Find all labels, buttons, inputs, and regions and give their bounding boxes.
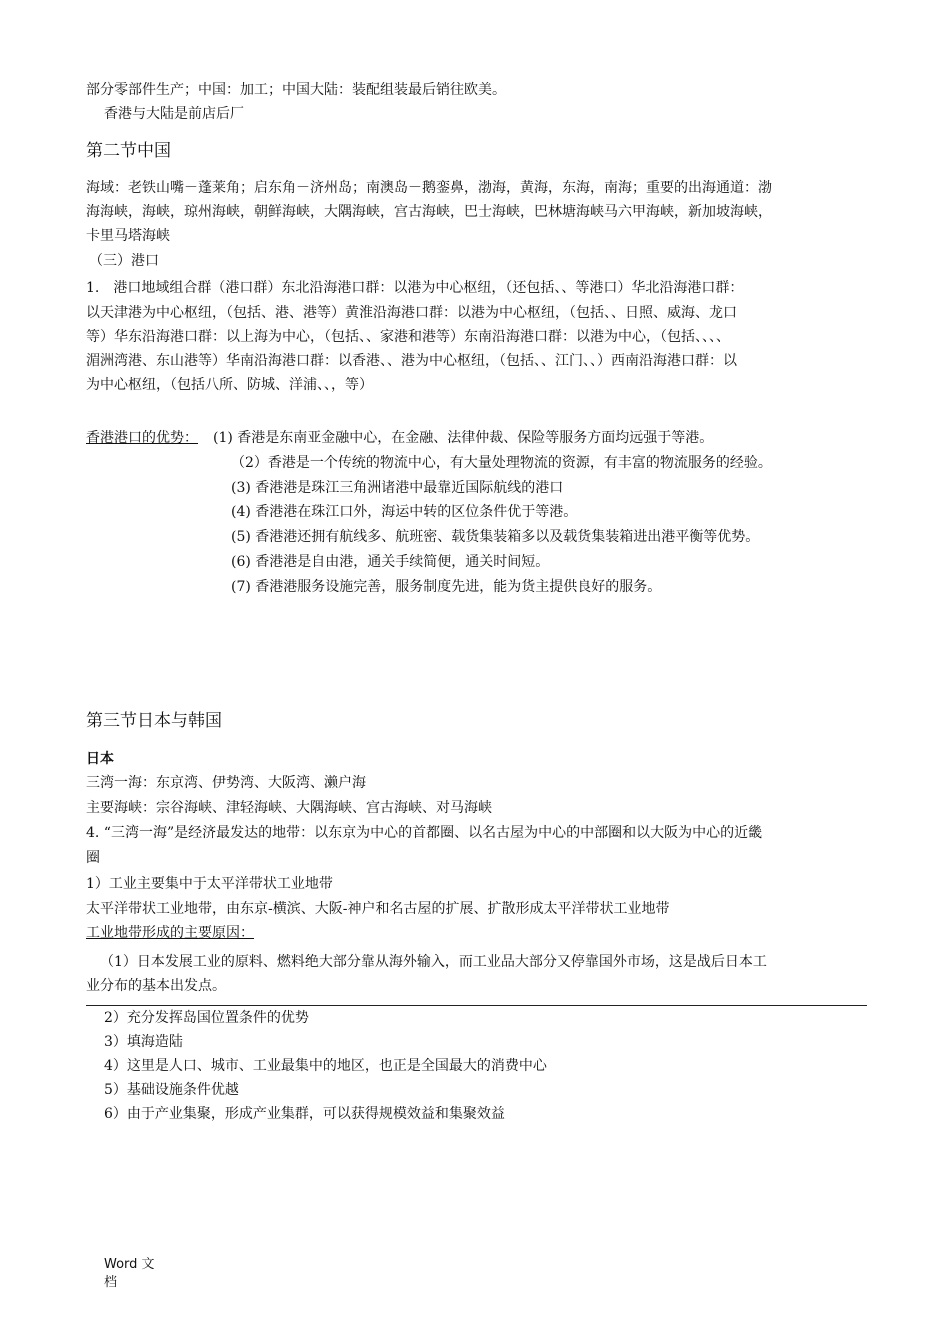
advantage-6: (6) 香港港是自由港，通关手续简便，通关时间短。 [231,554,550,570]
reason-2: 2）充分发挥岛国位置条件的优势 [104,1010,309,1026]
advantage-3: (3) 香港港是珠江三角洲诸港中最靠近国际航线的港口 [231,480,564,496]
footer-line-1: Word 文 [104,1257,155,1272]
reasons-label: 工业地带形成的主要原因： [86,925,254,941]
intro-line-1: 部分零部件生产；中国：加工；中国大陆：装配组装最后销往欧美。 [86,82,506,98]
point-4-line-1: 4. “三湾一海”是经济最发达的地带：以东京为中心的首都圈、以名古屋为中心的中部圈和以大阪为中心的近畿 [86,825,763,841]
ports-line-1: 1. 港口地域组合群（港口群）东北沿海港口群：以港为中心枢纽，（还包括、、等港口）华北沿海港口群： [86,280,744,296]
ports-heading: （三）港口 [89,253,159,269]
advantage-1: (1) 香港是东南亚金融中心，在金融、法律仲裁、保险等服务方面均远强于等港。 [213,430,714,446]
seas-line-2: 海海峡，海峡，琼州海峡，朝鲜海峡，大隅海峡，宫古海峡，巴士海峡，巴林塘海峡马六甲海峡，新加坡海峡， [86,204,772,220]
reason-1-line-2: 业分布的基本出发点。 [86,978,226,994]
reason-1-line-1: （1）日本发展工业的原料、燃料绝大部分靠从海外输入，而工业品大部分又停靠国外市场，这是战后日本工 [100,954,767,970]
industry-point-1: 1）工业主要集中于太平洋带状工业地带 [86,876,333,892]
footer-line-2: 档 [104,1275,118,1290]
ports-line-5: 为中心枢纽，（包括八所、防城、洋浦、、，等） [86,377,373,393]
section-3-title: 第三节日本与韩国 [86,711,222,731]
advantage-2: （2）香港是一个传统的物流中心，有大量处理物流的资源，有丰富的物流服务的经验。 [231,455,772,471]
advantage-5: (5) 香港港还拥有航线多、航班密、载货集装箱多以及载货集装箱进出港平衡等优势。 [231,529,760,545]
bays-line: 三湾一海：东京湾、伊势湾、大阪湾、濑户海 [86,775,366,791]
ports-line-2: 以天津港为中心枢纽，（包括、港、港等）黄淮沿海港口群：以港为中心枢纽，（包括、、日照、威海、龙口 [86,305,737,321]
advantages-label: 香港港口的优势： [86,430,198,446]
japan-heading: 日本 [86,751,114,767]
advantage-4: (4) 香港港在珠江口外，海运中转的区位条件优于等港。 [231,504,578,520]
point-4-line-2: 圈 [86,850,100,866]
seas-line-3: 卡里马塔海峡 [86,228,170,244]
ports-line-3: 等）华东沿海港口群：以上海为中心，（包括、、家港和港等）东南沿海港口群：以港为中心，（包括、、、、 [86,329,730,345]
industry-belt-line: 太平洋带状工业地带，由东京-横滨、大阪-神户和名古屋的扩展、扩散形成太平洋带状工业地带 [86,901,670,917]
reason-3: 3）填海造陆 [104,1034,183,1050]
intro-line-2: 香港与大陆是前店后厂 [104,106,244,122]
reason-4: 4）这里是人口、城市、工业最集中的地区，也正是全国最大的消费中心 [104,1058,547,1074]
advantage-7: (7) 香港港服务设施完善，服务制度先进，能为货主提供良好的服务。 [231,579,662,595]
seas-line-1: 海域：老铁山嘴－蓬莱角；启东角－济州岛；南澳岛－鹅銮鼻，渤海，黄海，东海，南海；重要的出海通道：渤 [86,180,772,196]
ports-line-4: 湄洲湾港、东山港等）华南沿海港口群：以香港、、港为中心枢纽，（包括、、江门、、）西南沿海港口群：以 [86,353,737,369]
reason-6: 6）由于产业集聚，形成产业集群，可以获得规模效益和集聚效益 [104,1106,505,1122]
section-2-title: 第二节中国 [86,141,171,161]
straits-line: 主要海峡：宗谷海峡、津轻海峡、大隅海峡、宫古海峡、对马海峡 [86,800,492,816]
reason-5: 5）基础设施条件优越 [104,1082,239,1098]
